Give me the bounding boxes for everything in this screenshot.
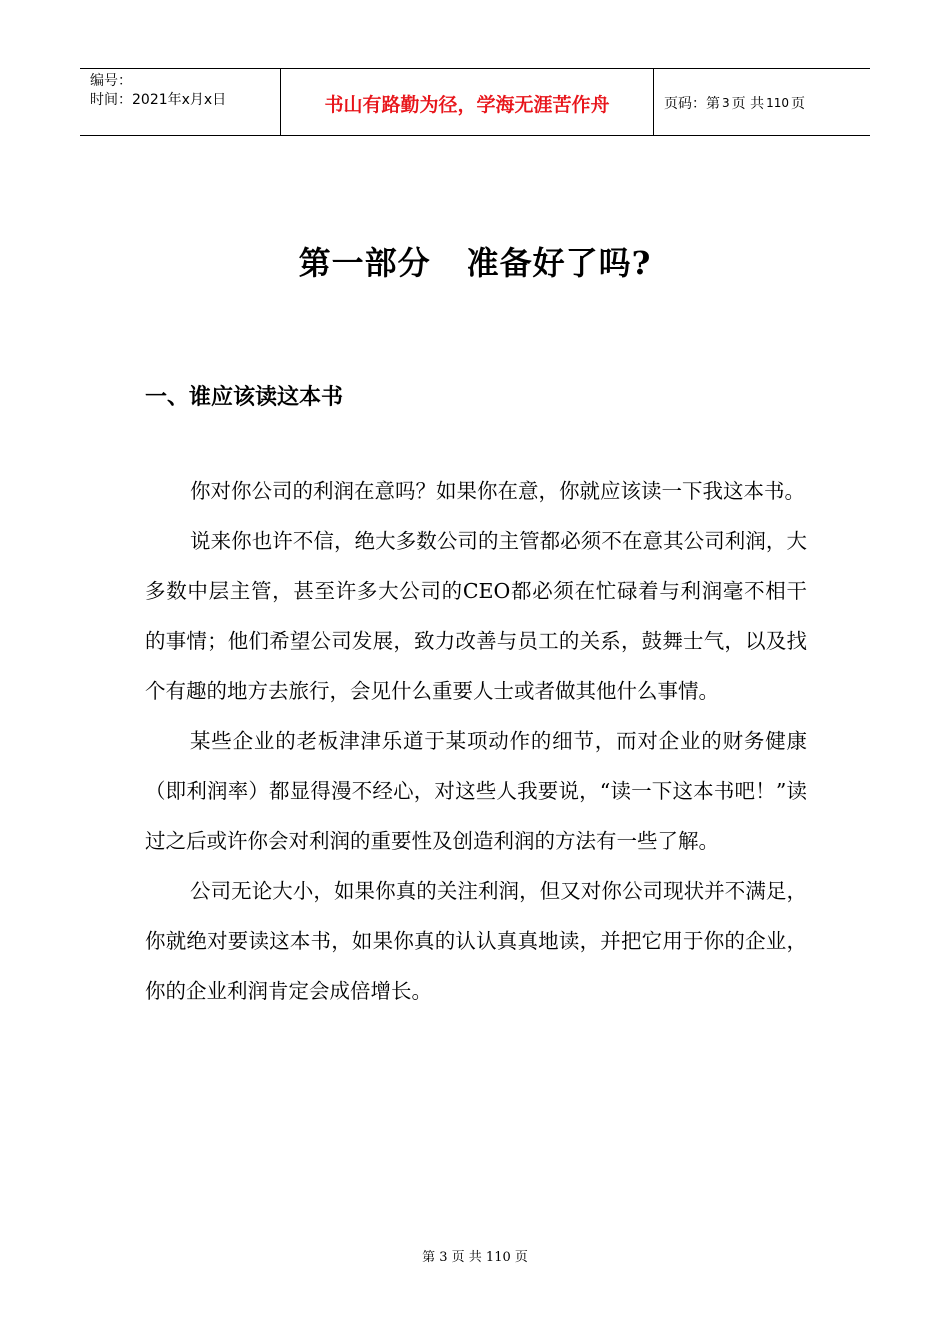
paragraph: 你对你公司的利润在意吗？如果你在意，你就应该读一下我这本书。 [190, 479, 805, 503]
part-title [0, 238, 950, 284]
page-total: 110 [766, 96, 789, 110]
header-meta [80, 69, 281, 135]
page-middle: 页 共 [731, 96, 765, 112]
time-label: 时间：2021年x月x日 [90, 92, 227, 108]
body-text [145, 466, 807, 1016]
part-label: 第一部分 [298, 244, 431, 282]
header-page-info [654, 69, 870, 135]
paragraph: 某些企业的老板津津乐道于某项动作的细节，而对企业的财务健康（即利润率）都显得漫不经心，对这些人我要说，“读一下这本书吧！”读过之后或许你会对利润的重要性及创造利润的方法有一些了解。 [145, 729, 807, 853]
paragraph: 公司无论大小，如果你真的关注利润，但又对你公司现状并不满足，你就绝对要读这本书，如果你真的认认真真地读，并把它用于你的企业，你的企业利润肯定会成倍增长。 [145, 879, 807, 1003]
page-header [80, 68, 870, 136]
page-suffix: 页 [791, 96, 805, 112]
page-prefix: 页码：第 [664, 96, 720, 112]
section-heading: 一、谁应该读这本书 [145, 385, 344, 410]
paragraph: 说来你也许不信，绝大多数公司的主管都必须不在意其公司利润，大多数中层主管，甚至许多大公司的CEO都必须在忙碌着与利润毫不相干的事情；他们希望公司发展，致力改善与员工的关系，鼓舞士气，以及找个有趣的地方去旅行，会见什么重要人士或者做其他什么事情。 [145, 529, 807, 703]
part-title-text: 准备好了吗? [466, 244, 652, 282]
page-footer: 第 3 页 共 110 页 [422, 1250, 528, 1265]
header-motto: 书山有路勤为径，学海无涯苦作舟 [281, 69, 654, 135]
number-label: 编号： [90, 73, 132, 89]
page-current: 3 [722, 96, 730, 110]
